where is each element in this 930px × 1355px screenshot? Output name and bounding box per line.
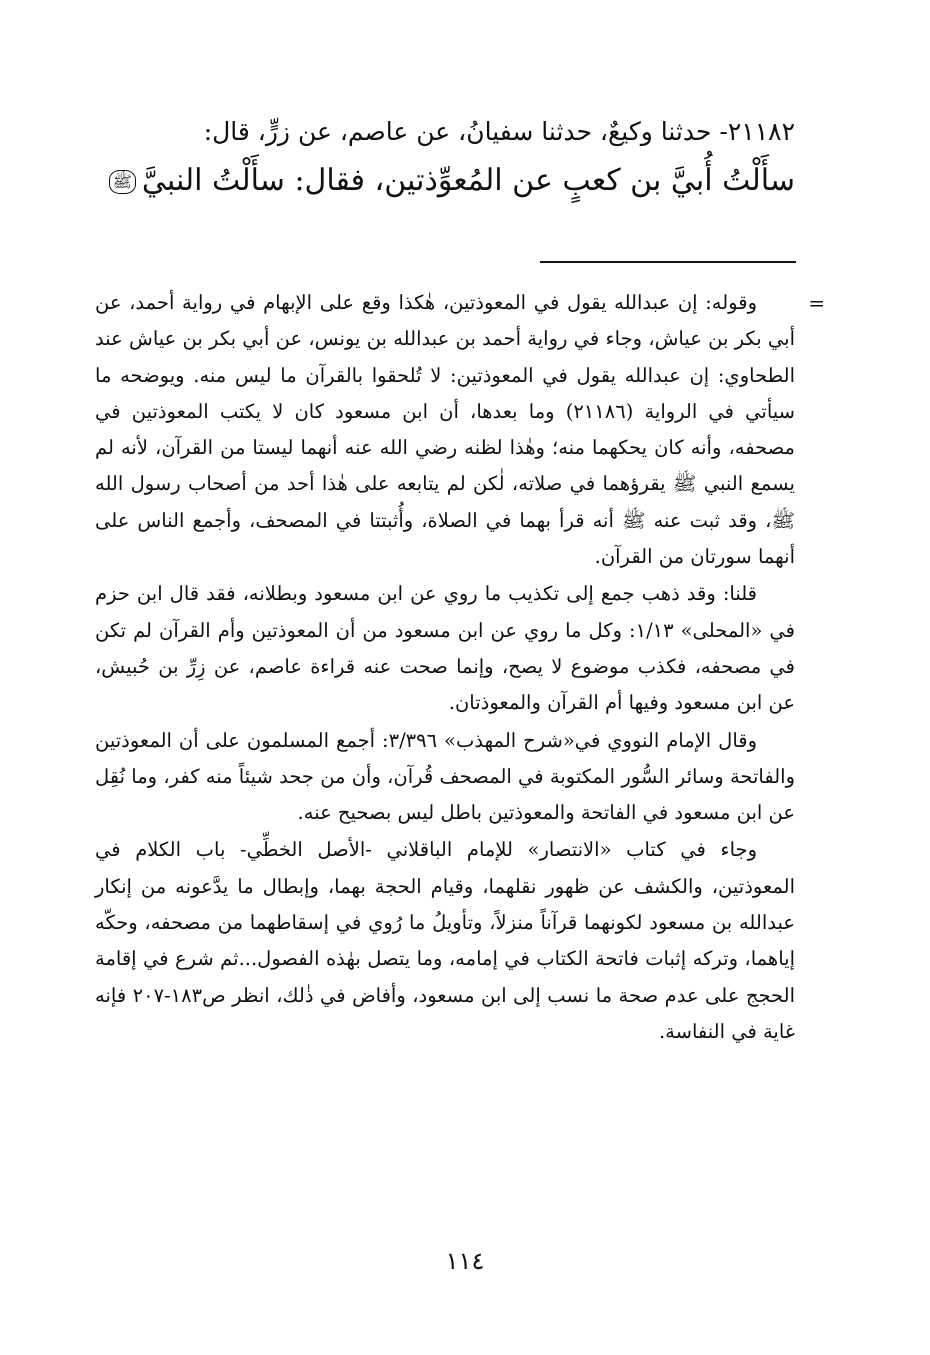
footnotes [95,285,825,1051]
footnote-paragraph: وقوله: إن عبدالله يقول في المعوذتين، هٰكذا وقع على الإبهام في رواية أحمد، عن أبي بكر بن عياش، وجاء في رواية أحمد بن عبدالله بن يونس، عن أبي بكر بن عياش عند الطحاوي: إن عبدالله يقول في المعوذتين: لا تُلحقوا بالقرآن ما ليس منه. ويوضحه ما سيأتي في الرواية (٢١١٨٦) وما بعدها، أن ابن مسعود كان لا يكتب المعوذتين في مصحفه، وأنه كان يحكهما منه؛ وهٰذا لظنه رضي الله عنه أنهما ليستا من القرآن، لأنه لم يسمع النبي ﷺ يقرؤهما في صلاته، لٰكن لم يتابعه على هٰذا أحد من أصحاب رسول الله ﷺ، وقد ثبت عنه ﷺ أنه قرأ بهما في الصلاة، وأُثبتتا في المصحف، وأجمع الناس على أنهما سورتان من القرآن. [95,291,795,569]
honorific-ligature: ﷺ [109,170,136,194]
footnote-paragraph: وقال الإمام النووي في«شرح المهذب» ٣/٣٩٦: أجمع المسلمون على أن المعوذتين والفاتحة وسائر السُّور المكتوبة في المصحف قُرآن، وأن من جحد شيئاً منه كفر، وما نُقِل عن ابن مسعود في الفاتحة والمعوذتين باطل ليس بصحيح عنه. [95,728,795,825]
hadith-text [90,112,795,212]
footnote-separator [540,261,796,263]
page-number: ١١٤ [445,1247,485,1275]
continuation-marker: = [808,291,825,315]
footnote-paragraph: قلنا: وقد ذهب جمع إلى تكذيب ما روي عن ابن مسعود وبطلانه، فقد قال ابن حزم في «المحلى» ١/١٣: وكل ما روي عن ابن مسعود من أن المعوذتين وأم القرآن لم تكن في مصحفه، فكذب موضوع لا يصح، وإنما صحت عنه قراءة عاصم، عن زِرِّ بن حُبيش، عن ابن مسعود وفيها أم القرآن والمعوذتان. [95,582,796,715]
hadith-matn-line [90,156,795,212]
hadith-matn-text: سأَلْتُ أُبيَّ بن كعبٍ عن المُعوِّذتين، فقال: سأَلْتُ النبيَّ [141,163,795,198]
footnote-paragraph: وجاء في كتاب «الانتصار» للإمام الباقلاني -الأصل الخطِّي- باب الكلام في المعوذتين، والكشف عن ظهور نقلهما، وقيام الحجة بهما، وإبطال ما يدَّعونه من إنكار عبدالله بن مسعود لكونهما قرآناً منزلاً، وتأويلُ ما رُوي في إسقاطهما من مصحفه، وحكّه إياهما، وتركه إثبات فاتحة الكتاب في إمامه، وما يتصل بهٰذه الفصول...ثم شرع في إقامة الحجج على عدم صحة ما نسب إلى ابن مسعود، وأفاض في ذٰلك، انظر ص١٨٣-٢٠٧ فإنه غاية في النفاسة. [95,838,795,1043]
hadith-isnad-line: ٢١١٨٢- حدثنا وكيعٌ، حدثنا سفيانُ، عن عاصم، عن زرٍّ، قال: [203,117,795,146]
